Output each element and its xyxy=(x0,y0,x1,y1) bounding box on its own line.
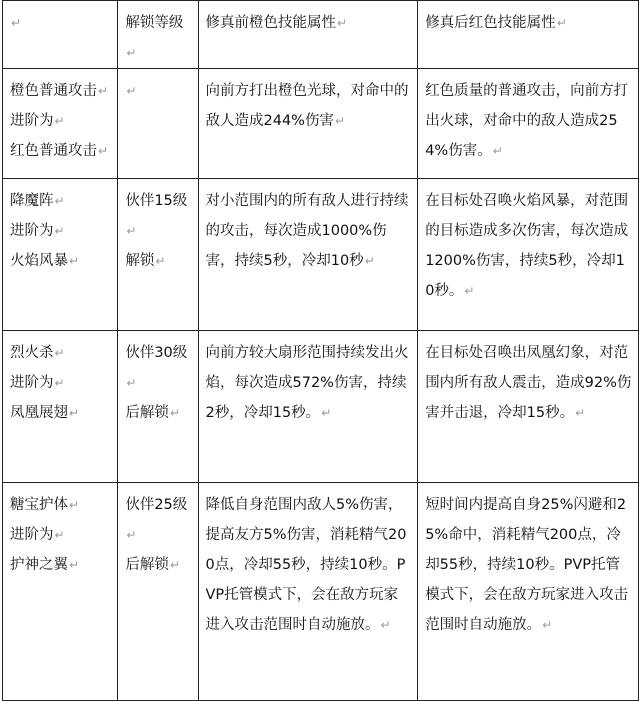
paragraph-mark-icon: ↵ xyxy=(69,406,80,420)
paragraph-mark-icon: ↵ xyxy=(575,406,586,420)
paragraph-mark-icon: ↵ xyxy=(492,144,503,158)
unlock-level-line: 后解锁↵ xyxy=(125,557,180,573)
skill-name-line: 进阶为↵ xyxy=(10,527,65,543)
paragraph-mark-icon: ↵ xyxy=(126,528,137,542)
header-cell-empty xyxy=(3,1,118,69)
before-attr-cell xyxy=(198,69,418,179)
paragraph-mark-icon: ↵ xyxy=(11,16,22,30)
after-attr-text: 红色质量的普通攻击，向前方打出火球，对命中的敌人造成254%伤害。 xyxy=(425,83,629,159)
paragraph-mark-icon: ↵ xyxy=(380,618,391,632)
paragraph-mark-icon: ↵ xyxy=(337,16,348,30)
skill-name-cell xyxy=(3,331,118,483)
unlock-level-cell xyxy=(118,331,198,483)
header-cell-before xyxy=(198,1,418,69)
skill-name-line: 进阶为↵ xyxy=(10,113,65,129)
paragraph-mark-icon: ↵ xyxy=(126,46,137,60)
paragraph-mark-icon: ↵ xyxy=(464,284,475,298)
paragraph-mark-icon: ↵ xyxy=(69,498,80,512)
paragraph-mark-icon: ↵ xyxy=(169,558,180,572)
unlock-level-cell xyxy=(118,69,198,179)
paragraph-mark-icon: ↵ xyxy=(169,406,180,420)
header-unlock-level: 解锁等级 xyxy=(125,15,184,31)
after-attr-text: 短时间内提高自身25%闪避和25%命中，消耗精气200点，冷却55秒，持续10秒。PVP托管模式下，会在敌方玩家进入攻击范围时自动施放。 xyxy=(425,497,629,633)
before-attr-text: 对小范围内的所有敌人进行持续的攻击，每次造成1000%伤害，持续5秒，冷却10秒 xyxy=(205,193,409,269)
paragraph-mark-icon: ↵ xyxy=(155,254,166,268)
skill-rows xyxy=(3,69,639,701)
skill-name-line: 凤凰展翅↵ xyxy=(10,405,80,421)
unlock-level-line: 伙伴25级↵ xyxy=(125,497,188,542)
table-row xyxy=(3,69,639,179)
skill-name-line: 火焰风暴↵ xyxy=(10,253,80,269)
paragraph-mark-icon: ↵ xyxy=(542,618,553,632)
skill-name-line: 护神之翼↵ xyxy=(10,557,80,573)
paragraph-mark-icon: ↵ xyxy=(556,16,567,30)
unlock-level-line: 伙伴15级↵ xyxy=(125,193,188,238)
unlock-level-line: 解锁↵ xyxy=(125,253,166,269)
header-row xyxy=(3,1,639,69)
paragraph-mark-icon: ↵ xyxy=(321,406,332,420)
skill-name-line: 进阶为↵ xyxy=(10,375,65,391)
before-attr-text: 降低自身范围内敌人5%伤害，提高友方5%伤害，消耗精气200点，冷却55秒，持续10秒。PVP托管模式下，会在敌方玩家进入攻击范围时自动施放。 xyxy=(205,497,407,633)
paragraph-mark-icon: ↵ xyxy=(54,224,65,238)
paragraph-mark-icon: ↵ xyxy=(54,114,65,128)
before-attr-text: 向前方较大扇形范围持续发出火焰，每次造成572%伤害，持续2秒，冷却15秒。 xyxy=(205,345,409,421)
paragraph-mark-icon: ↵ xyxy=(98,144,109,158)
paragraph-mark-icon: ↵ xyxy=(54,194,65,208)
paragraph-mark-icon: ↵ xyxy=(98,84,109,98)
paragraph-mark-icon: ↵ xyxy=(334,114,346,128)
table-row xyxy=(3,331,639,483)
unlock-level-line xyxy=(125,76,192,106)
paragraph-mark-icon: ↵ xyxy=(54,346,65,360)
skill-name-line: 糖宝护体↵ xyxy=(10,497,80,513)
paragraph-mark-icon: ↵ xyxy=(126,84,137,98)
skill-name-cell xyxy=(3,483,118,701)
skill-name-line: 红色普通攻击↵ xyxy=(10,143,109,159)
skill-table xyxy=(2,0,639,701)
before-attr-cell xyxy=(198,483,418,701)
header-cell-after xyxy=(418,1,639,69)
paragraph-mark-icon: ↵ xyxy=(69,558,80,572)
header-before-attr: 修真前橙色技能属性 xyxy=(205,15,336,31)
before-attr-text: 向前方打出橙色光球，对命中的敌人造成244%伤害 xyxy=(205,83,409,129)
paragraph-mark-icon: ↵ xyxy=(126,376,137,390)
unlock-level-cell xyxy=(118,483,198,701)
unlock-level-line: 伙伴30级↵ xyxy=(125,345,188,390)
skill-name-cell xyxy=(3,179,118,331)
table-row xyxy=(3,179,639,331)
unlock-level-line: 后解锁↵ xyxy=(125,405,180,421)
paragraph-mark-icon: ↵ xyxy=(364,254,375,268)
skill-name-line: 烈火杀↵ xyxy=(10,345,65,361)
skill-name-line: 进阶为↵ xyxy=(10,223,65,239)
after-attr-cell xyxy=(418,179,639,331)
header-cell-unlock xyxy=(118,1,198,69)
after-attr-cell xyxy=(418,483,639,701)
paragraph-mark-icon: ↵ xyxy=(69,254,80,268)
header-after-attr: 修真后红色技能属性 xyxy=(425,15,556,31)
skill-name-cell xyxy=(3,69,118,179)
skill-name-line: 降魔阵↵ xyxy=(10,193,65,209)
after-attr-cell xyxy=(418,331,639,483)
after-attr-text: 在目标处召唤火焰风暴，对范围的目标造成多次伤害，每次造成1200%伤害，持续5秒，冷却10秒。 xyxy=(425,193,629,299)
before-attr-cell xyxy=(198,331,418,483)
skill-name-line: 橙色普通攻击↵ xyxy=(10,83,109,99)
paragraph-mark-icon: ↵ xyxy=(54,528,65,542)
paragraph-mark-icon: ↵ xyxy=(54,376,65,390)
paragraph-mark-icon: ↵ xyxy=(126,224,137,238)
after-attr-cell xyxy=(418,69,639,179)
after-attr-text: 在目标处召唤出凤凰幻象，对范围内所有敌人震击，造成92%伤害并击退，冷却15秒。 xyxy=(425,345,632,421)
table-row xyxy=(3,483,639,701)
unlock-level-cell xyxy=(118,179,198,331)
before-attr-cell xyxy=(198,179,418,331)
